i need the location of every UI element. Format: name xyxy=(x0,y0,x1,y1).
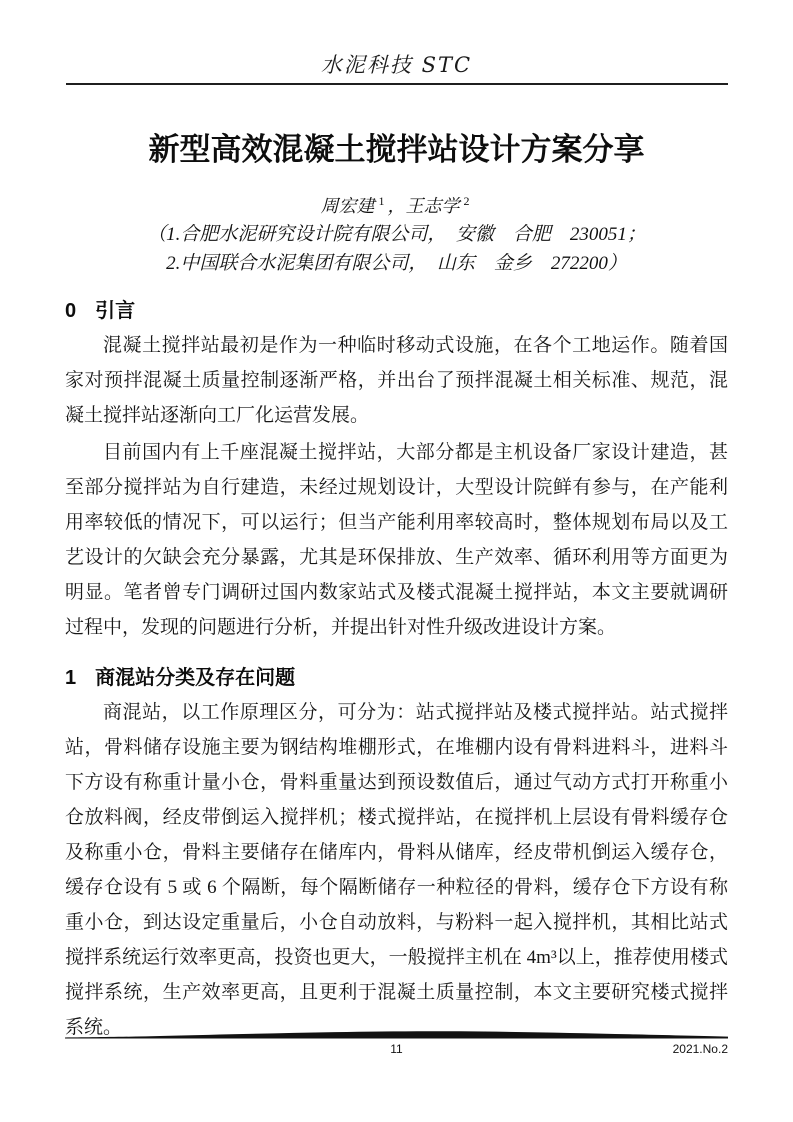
body-paragraph: 目前国内有上千座混凝土搅拌站，大部分都是主机设备厂家设计建造，甚至部分搅拌站为自行建造，未经过规划设计，大型设计院鲜有参与，在产能利用率较低的情况下，可以运行；但当产能利用率较高时，整体规划布局以及工艺设计的欠缺会充分暴露，尤其是环保排放、生产效率、循环利用等方面更为明显。笔者曾专门调研过国内数家站式及楼式混凝土搅拌站，本文主要就调研过程中，发现的问题进行分析，并提出针对性升级改进设计方案。 xyxy=(65,442,728,638)
section-heading-text: 商混站分类及存在问题 xyxy=(95,667,296,689)
header-rule xyxy=(66,83,728,85)
affiliations-block xyxy=(65,220,728,278)
affiliation-line: 2.中国联合水泥集团有限公司， 山东 金乡 272200） xyxy=(166,253,627,274)
issue-label: 2021.No.2 xyxy=(672,1042,728,1056)
footer-decorative-bar xyxy=(65,1029,728,1039)
authors-line xyxy=(65,187,728,220)
authors-separator: ， xyxy=(387,196,406,216)
author-name: 周宏建 xyxy=(320,196,375,216)
body-paragraph: 混凝土搅拌站最初是作为一种临时移动式设施，在各个工地运作。随着国家对预拌混凝土质量控制逐渐严格，并出台了预拌混凝土相关标准、规范，混凝土搅拌站逐渐向工厂化运营发展。 xyxy=(65,335,728,426)
body-paragraph: 商混站，以工作原理区分，可分为：站式搅拌站及楼式搅拌站。站式搅拌站，骨料储存设施主要为钢结构堆棚形式，在堆棚内设有骨料进料斗，进料斗下方设有称重计量小仓，骨料重量达到预设数值后，通过气动方式打开称重小仓放料阀，经皮带倒运入搅拌机；楼式搅拌站，在搅拌机上层设有骨料缓存仓及称重小仓，骨料主要储存在储库内，骨料从储库，经皮带机倒运入缓存仓，缓存仓设有 5 或 6 个隔断，每个隔断储存一种粒径的骨料，缓存仓下方设有称重小仓，到达设定重量后，小仓自动放料，与粉料一起入搅拌机，其相比站式搅拌系统运行效率更高，投资也更大，一般搅拌主机在 4m³以上，推荐使用楼式搅拌系统，生产效率更高，且更利于混凝土质量控制，本文主要研究楼式搅拌系统。 xyxy=(65,702,728,1038)
section-classification xyxy=(65,663,728,1045)
page-footer xyxy=(65,1029,728,1058)
section-introduction xyxy=(65,296,728,645)
author-affiliation-mark: 1 xyxy=(378,194,385,208)
affiliation-line: （1.合肥水泥研究设计院有限公司， 安徽 合肥 230051； xyxy=(147,224,646,245)
section-number: 0 xyxy=(65,300,77,322)
running-head xyxy=(0,0,793,78)
section-heading xyxy=(65,663,728,693)
section-heading xyxy=(65,296,728,326)
page-title: 新型高效混凝土搅拌站设计方案分享 xyxy=(148,132,645,167)
footer-meta xyxy=(65,1040,728,1058)
author-affiliation-mark: 2 xyxy=(463,194,470,208)
author-name: 王志学 xyxy=(405,196,460,216)
page-number: 11 xyxy=(390,1042,403,1056)
article-content xyxy=(0,129,793,1045)
section-heading-text: 引言 xyxy=(95,300,136,322)
section-number: 1 xyxy=(65,667,77,689)
journal-title: 水泥科技 STC xyxy=(320,53,473,77)
